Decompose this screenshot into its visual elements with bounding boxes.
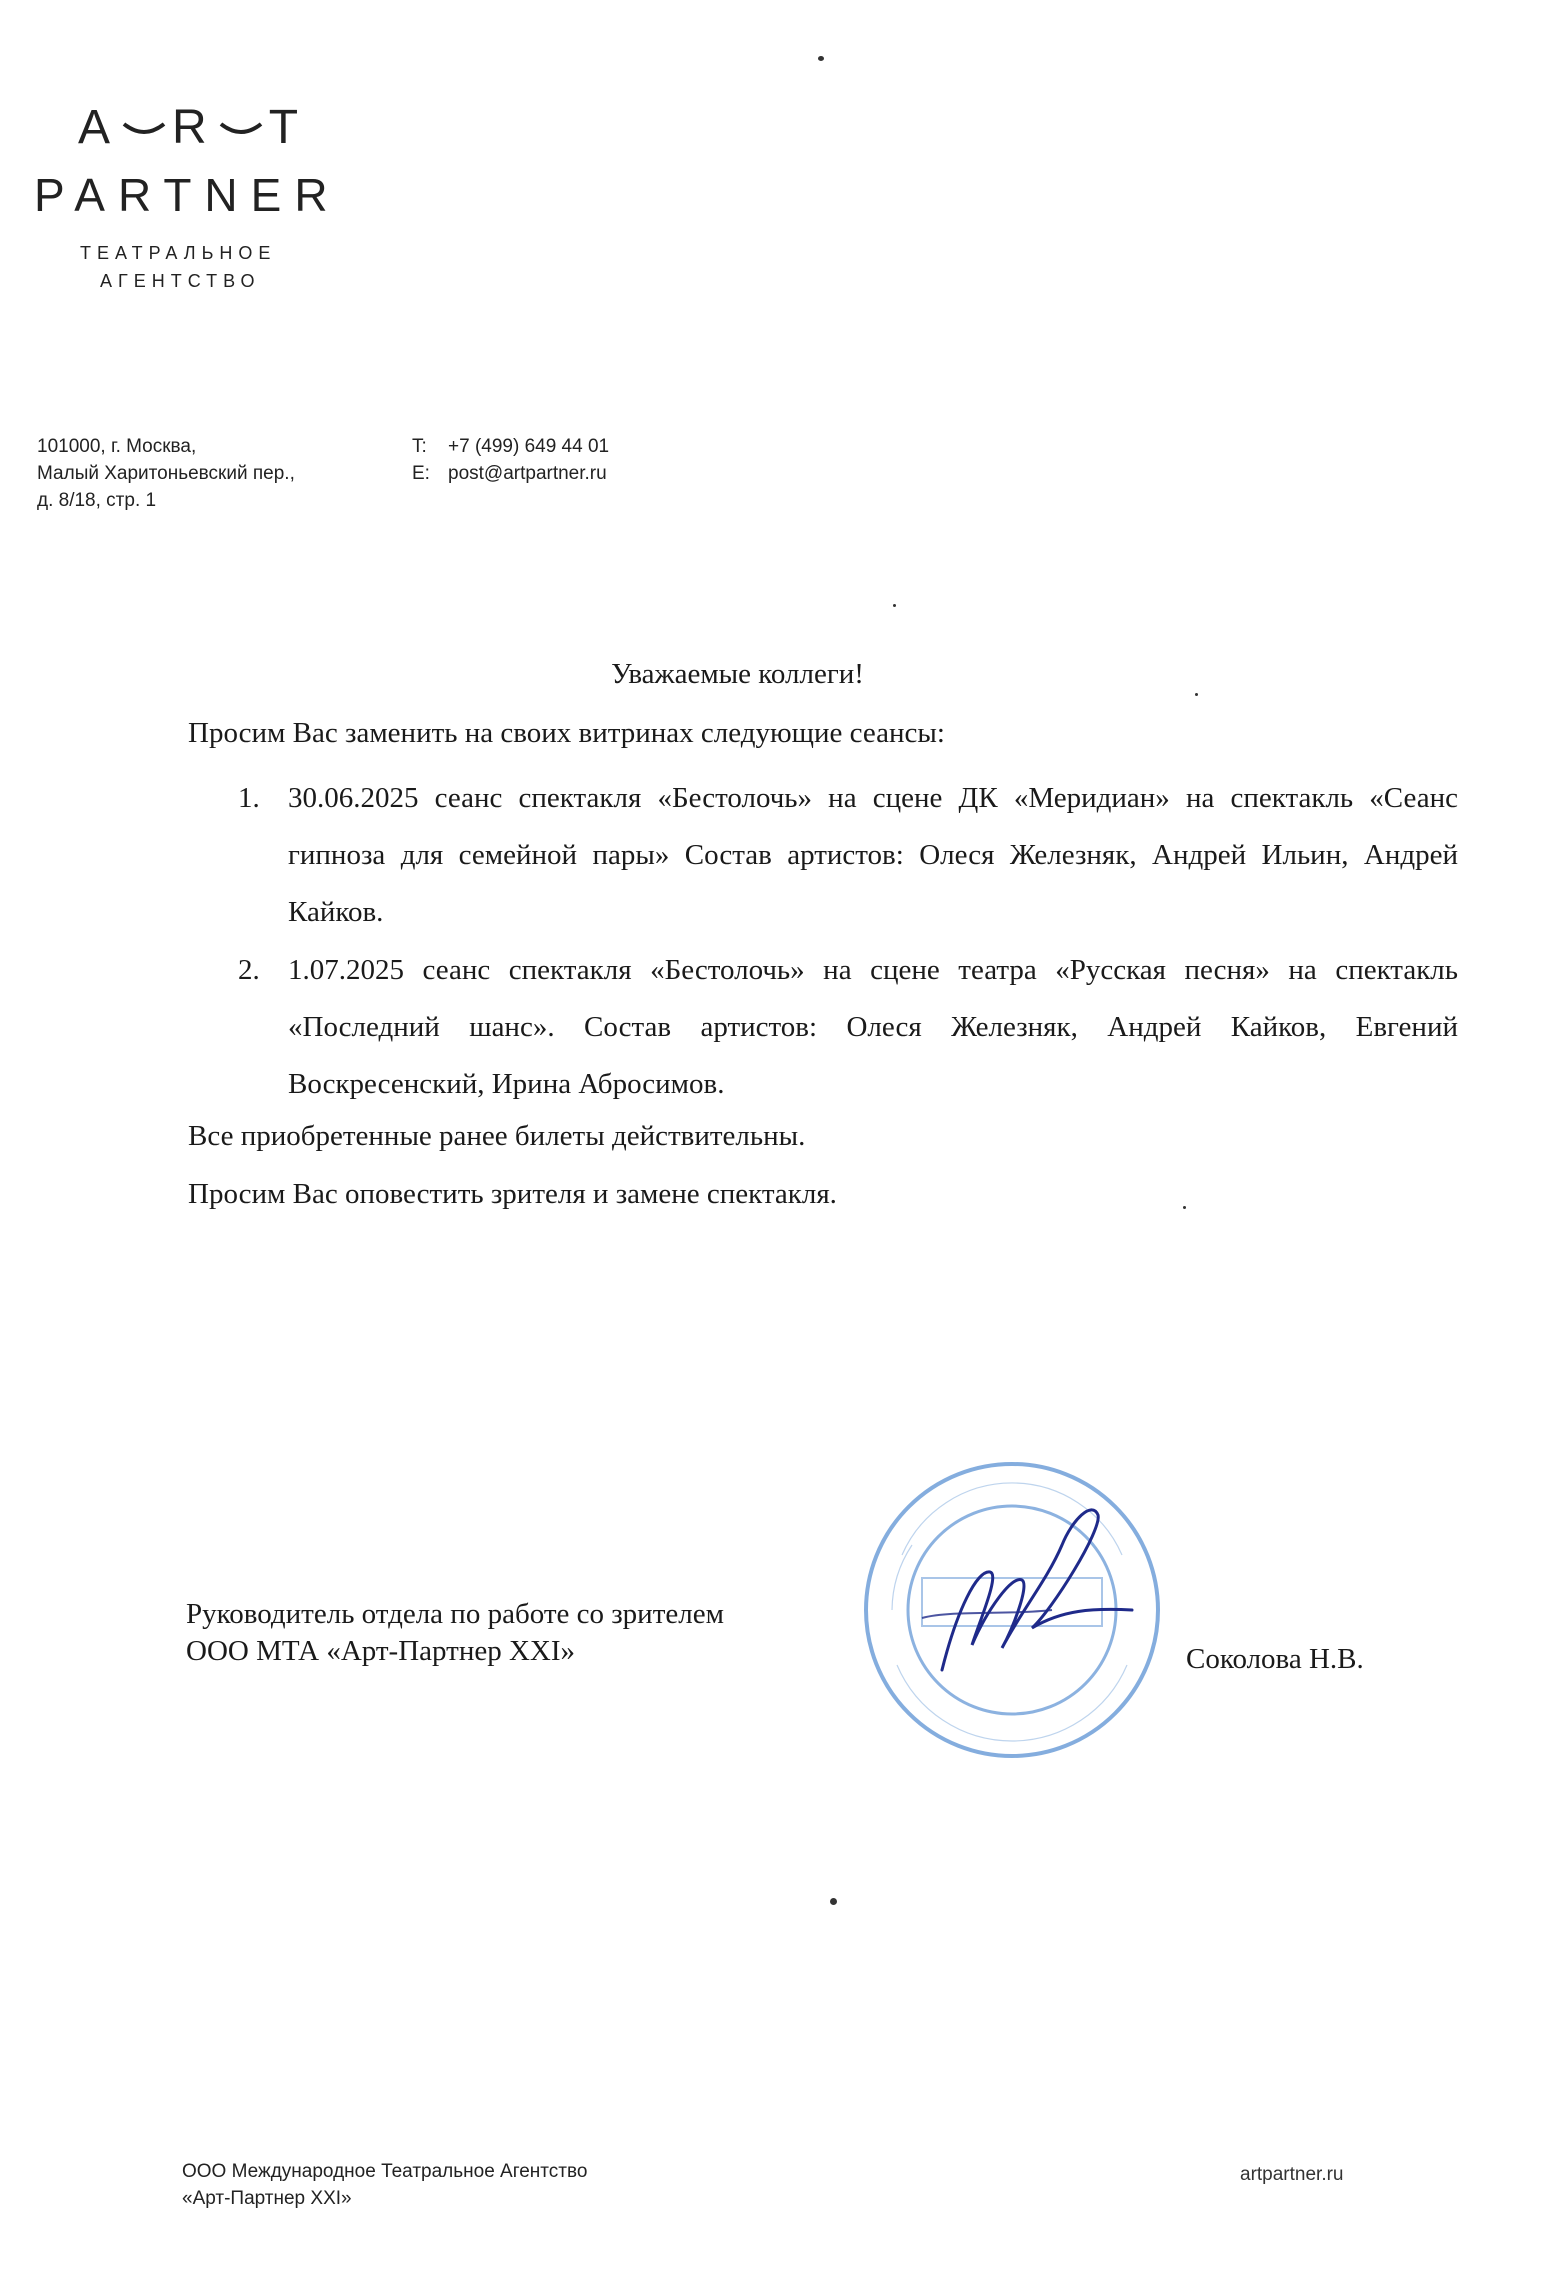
logo-partner: PARTNER bbox=[34, 169, 341, 221]
phone-row bbox=[412, 433, 609, 460]
phone-label: T: bbox=[412, 436, 427, 457]
list-item bbox=[238, 942, 1458, 1113]
logo-line-art bbox=[78, 100, 304, 155]
logo-subtitle-2: АГЕНТСТВО bbox=[100, 271, 261, 291]
sessions-list bbox=[238, 770, 1458, 1113]
scan-speck bbox=[893, 604, 896, 607]
footer-company-line: «Арт-Партнер XXI» bbox=[182, 2188, 352, 2209]
list-number: 1. bbox=[238, 782, 260, 814]
footer-website: artpartner.ru bbox=[1240, 2164, 1344, 2185]
logo-letter-r: R bbox=[172, 101, 213, 154]
email-row bbox=[412, 460, 609, 487]
address-line: д. 8/18, стр. 1 bbox=[37, 490, 157, 511]
logo-subtitle-1: ТЕАТРАЛЬНОЕ bbox=[80, 243, 277, 263]
letter-greeting: Уважаемые коллеги! bbox=[611, 658, 864, 690]
list-item bbox=[238, 770, 1458, 941]
logo-arc-icon bbox=[122, 118, 166, 138]
footer-company-line: ООО Международное Театральное Агентство bbox=[182, 2161, 588, 2182]
address-line: 101000, г. Москва, bbox=[37, 436, 197, 457]
logo-arc-icon bbox=[219, 118, 263, 138]
sender-address bbox=[37, 433, 295, 514]
sender-contacts bbox=[412, 433, 609, 487]
tickets-note: Все приобретенные ранее билеты действительны. bbox=[188, 1120, 806, 1152]
phone-value: +7 (499) 649 44 01 bbox=[448, 436, 610, 457]
address-line: Малый Харитоньевский пер., bbox=[37, 463, 295, 484]
signatory-name: Соколова Н.В. bbox=[1186, 1643, 1364, 1675]
list-text: 30.06.2025 сеанс спектакля «Бестолочь» на сцене ДК «Меридиан» на спектакль «Сеанс гипноза для семейной пары» Состав артистов: Олеся Железняк, Андрей Ильин, Андрей Кайков. bbox=[288, 782, 1458, 928]
signatory-title bbox=[186, 1596, 724, 1670]
company-stamp bbox=[862, 1460, 1162, 1760]
scan-speck bbox=[1183, 1206, 1186, 1209]
email-value: post@artpartner.ru bbox=[448, 463, 607, 484]
list-number: 2. bbox=[238, 954, 260, 986]
signatory-title-line: ООО МТА «Арт-Партнер XXI» bbox=[186, 1635, 576, 1667]
list-text: 1.07.2025 сеанс спектакля «Бестолочь» на сцене театра «Русская песня» на спектакль «Последний шанс». Состав артистов: Олеся Железняк, Андрей Кайков, Евгений Воскресенский, Ирина Абросимов. bbox=[288, 954, 1458, 1100]
scan-speck bbox=[1195, 693, 1198, 696]
logo-letter-t: T bbox=[268, 101, 305, 154]
letter-intro: Просим Вас заменить на своих витринах следующие сеансы: bbox=[188, 717, 945, 749]
signatory-title-line: Руководитель отдела по работе со зрителем bbox=[186, 1598, 724, 1630]
logo-letter-a: A bbox=[78, 101, 117, 154]
signature-ink-icon bbox=[942, 1510, 1132, 1670]
scan-speck bbox=[818, 56, 824, 61]
notify-note: Просим Вас оповестить зрителя и замене спектакля. bbox=[188, 1178, 837, 1210]
footer-company bbox=[182, 2158, 587, 2212]
email-label: E: bbox=[412, 463, 430, 484]
scan-speck bbox=[830, 1898, 837, 1905]
